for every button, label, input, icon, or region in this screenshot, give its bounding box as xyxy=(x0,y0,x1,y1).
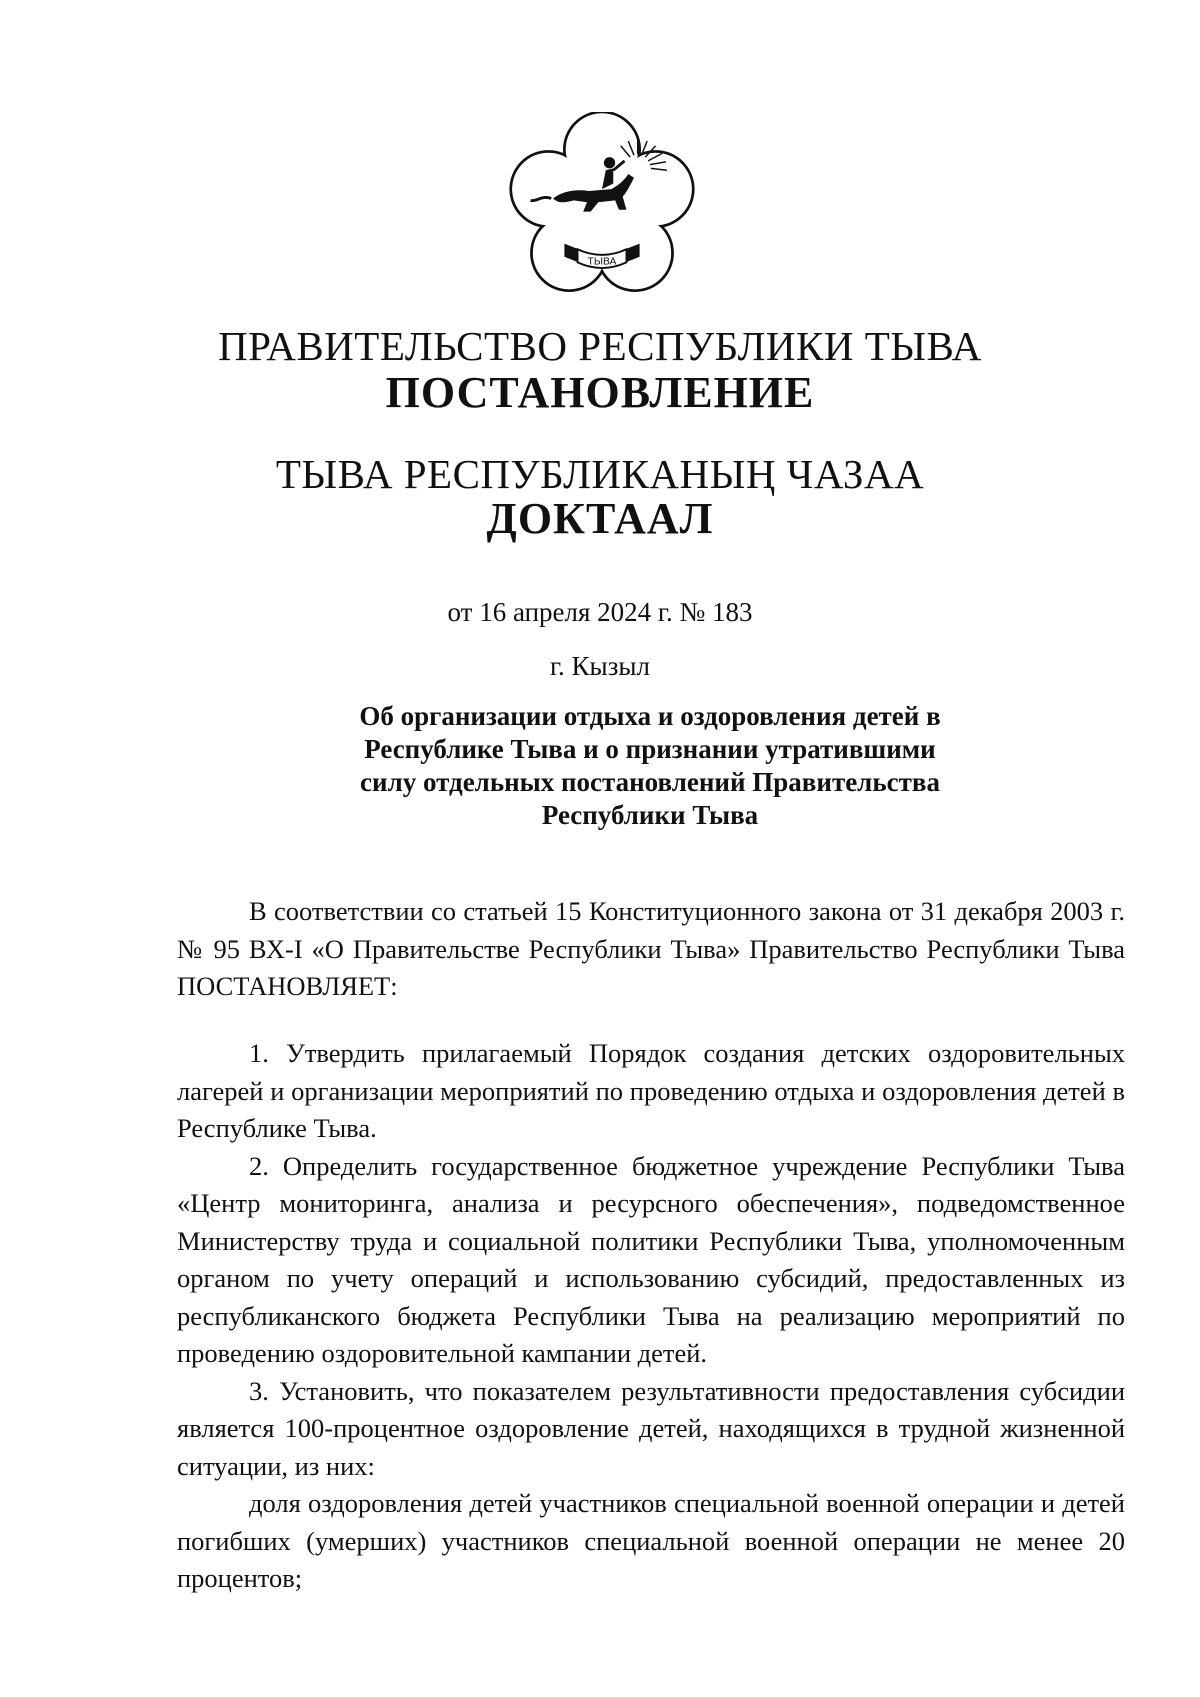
government-title-tyvan: ТЫВА РЕСПУБЛИКАНЫҢ ЧАЗАА xyxy=(275,451,925,497)
paragraph-1: 1. Утвердить прилагаемый Порядок создания детских оздоровительных лагерей и организации мероприятий по проведению отдыха и оздоровления детей в Республике Тыва. xyxy=(177,1038,1125,1143)
tyva-emblem xyxy=(508,112,696,300)
decree-label-tyvan: ДОКТААЛ xyxy=(486,494,714,543)
decree-city: г. Кызыл xyxy=(550,651,650,681)
preamble-paragraph: В соответствии со статьей 15 Конституционного закона от 31 декабря 2003 г. № 95 ВХ-I «О Правительстве Республики Тыва» Правительство Республики Тыва ПОСТАНОВЛЯЕТ: xyxy=(177,896,1125,1001)
paragraph-3-sub: доля оздоровления детей участников специальной военной операции и детей погибших (умерших) участников специальной военной операции не менее 20 процентов; xyxy=(177,1488,1125,1593)
decree-label: ПОСТАНОВЛЕНИЕ xyxy=(385,368,815,417)
decree-subject: Об организации отдыха и оздоровления детей в Республике Тыва и о признании утратившими силу отдельных постановлений Правительства Республики Тыва xyxy=(359,701,941,830)
emblem-inscription: ТЫВА xyxy=(587,256,617,268)
paragraph-2: 2. Определить государственное бюджетное учреждение Республики Тыва «Центр мониторинга, анализа и ресурсного обеспечения», подведомственное Министерству труда и социальной политики Республики Тыва, уполномоченным органом по учету операций и использованию субсидий, предоставленных из республиканского бюджета Республики Тыва на реализацию мероприятий по проведению оздоровительной кампании детей. xyxy=(177,1150,1125,1368)
preamble-block xyxy=(177,893,1125,1006)
government-title: ПРАВИТЕЛЬСТВО РЕСПУБЛИКИ ТЫВА xyxy=(218,323,982,369)
decree-paragraphs xyxy=(177,1035,1125,1598)
decree-date-number: от 16 апреля 2024 г. № 183 xyxy=(447,597,753,627)
paragraph-3: 3. Установить, что показателем результативности предоставления субсидии является 100-процентное оздоровление детей, находящихся в трудной жизненной ситуации, из них: xyxy=(177,1375,1125,1481)
